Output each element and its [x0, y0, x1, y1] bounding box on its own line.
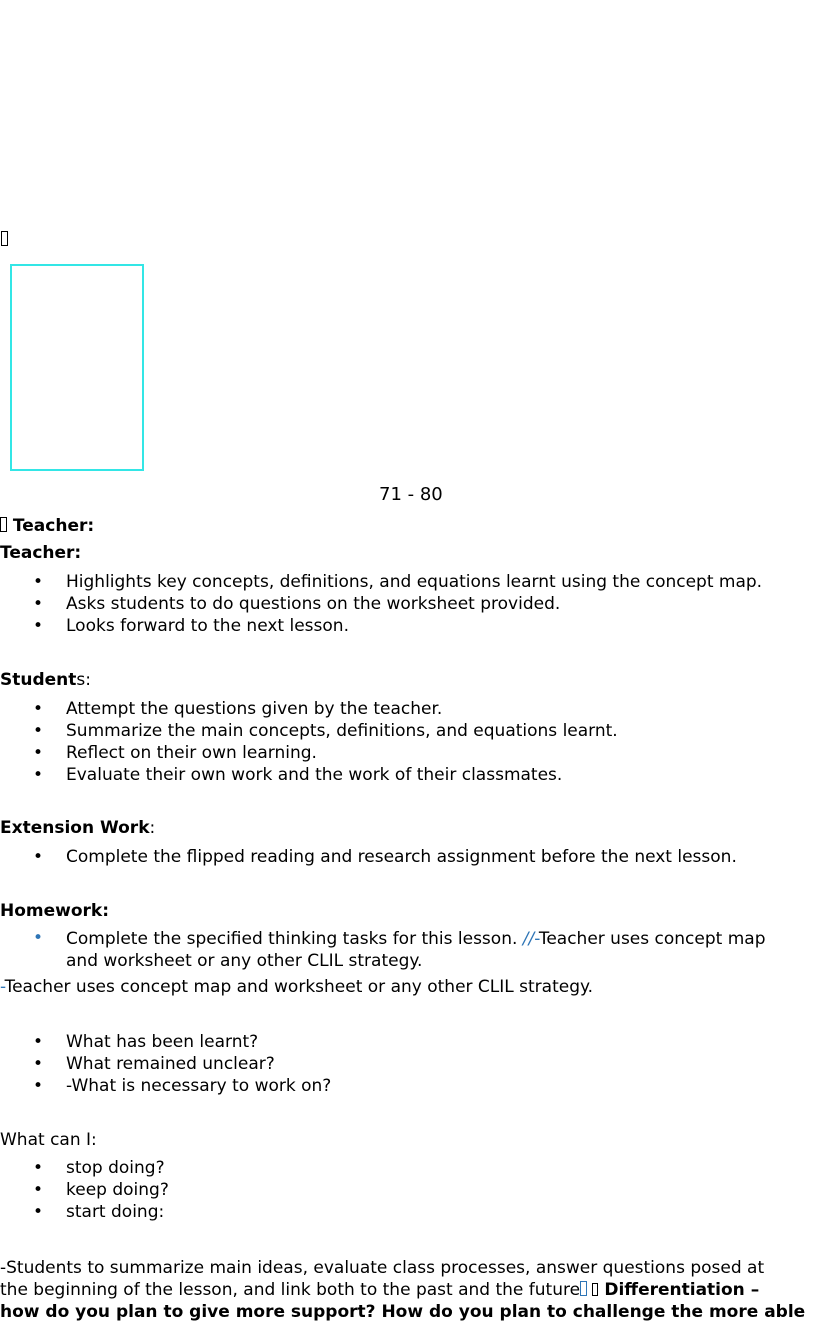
clil-dash: - [0, 977, 5, 997]
summary-line-1: -Students to summarize main ideas, evaluate class processes, answer questions posed at [0, 1258, 765, 1278]
bullet-icon: • [33, 928, 44, 948]
what-can-i-list [0, 1157, 169, 1223]
summary-line-2-text: the beginning of the lesson, and link both to the past and the future [0, 1280, 581, 1300]
bullet-icon: • [33, 572, 44, 592]
list-item-text: Summarize the main concepts, definitions, and equations learnt. [66, 721, 618, 741]
students-heading-rest: s: [76, 670, 91, 690]
list-item [0, 742, 618, 764]
bullet-icon: • [33, 847, 44, 867]
list-item-text: Looks forward to the next lesson. [66, 616, 349, 636]
list-item [0, 1075, 331, 1097]
bullet-icon: • [33, 1054, 44, 1074]
bullet-icon: • [33, 743, 44, 763]
summary-line-2 [0, 1279, 759, 1301]
missing-glyph-icon [0, 517, 7, 532]
homework-text-a: Complete the specified thinking tasks for this lesson. [66, 929, 523, 949]
bullet-icon: • [33, 1202, 44, 1222]
bullet-icon: • [33, 1180, 44, 1200]
image-frame [10, 264, 144, 471]
list-item-text: Complete the flipped reading and research assignment before the next lesson. [66, 847, 737, 867]
bullet-icon: • [33, 1032, 44, 1052]
bullet-icon: • [33, 616, 44, 636]
list-item [0, 593, 762, 615]
summary-line-3: how do you plan to give more support? How do you plan to challenge the more able [0, 1302, 806, 1322]
list-item-text: stop doing? [66, 1158, 165, 1178]
what-can-i-heading: What can I: [0, 1130, 97, 1150]
missing-glyph-icon [580, 1281, 587, 1296]
list-item-text: Reflect on their own learning. [66, 743, 317, 763]
homework-line-2: and worksheet or any other CLIL strategy. [66, 951, 423, 971]
homework-line-1 [66, 928, 765, 950]
list-item [0, 1157, 169, 1179]
page-range: 71 - 80 [379, 484, 443, 505]
extension-heading-rest: : [149, 818, 156, 838]
homework-heading: Homework: [0, 901, 110, 921]
extension-heading [0, 818, 155, 838]
list-item [0, 698, 618, 720]
homework-dash: - [534, 929, 539, 949]
extension-heading-bold: Extension Work [0, 818, 150, 838]
list-item-text: Attempt the questions given by the teacher. [66, 699, 443, 719]
missing-glyph-icon [1, 231, 8, 246]
students-heading [0, 670, 91, 690]
teacher-heading-1 [0, 516, 94, 536]
bullet-icon: • [33, 1076, 44, 1096]
list-item [0, 1201, 169, 1223]
list-item [0, 571, 762, 593]
teacher-list [0, 571, 762, 637]
list-item [0, 615, 762, 637]
list-item-text: Highlights key concepts, definitions, and equations learnt using the concept map. [66, 572, 763, 592]
list-item-text: Evaluate their own work and the work of their classmates. [66, 765, 563, 785]
bullet-icon: • [33, 1158, 44, 1178]
bullet-icon: • [33, 765, 44, 785]
clil-text: Teacher uses concept map and worksheet or any other CLIL strategy. [4, 977, 594, 997]
bullet-icon: • [33, 594, 44, 614]
homework-item-text [66, 928, 765, 972]
list-item-text: Asks students to do questions on the worksheet provided. [66, 594, 561, 614]
list-item-text: start doing: [66, 1202, 165, 1222]
list-item [0, 1053, 331, 1075]
bullet-icon: • [33, 699, 44, 719]
reflection-list [0, 1031, 331, 1097]
teacher-clil-line [0, 977, 593, 997]
list-item-text: What remained unclear? [66, 1054, 275, 1074]
homework-text-b: Teacher uses concept map [538, 929, 766, 949]
list-item-text: -What is necessary to work on? [66, 1076, 332, 1096]
bullet-icon: • [33, 721, 44, 741]
extension-list [0, 846, 737, 868]
list-item [0, 846, 737, 868]
list-item [0, 1179, 169, 1201]
students-list [0, 698, 618, 786]
list-item [0, 720, 618, 742]
teacher-heading-2: Teacher: [0, 543, 82, 563]
differentiation-label: Differentiation – [598, 1280, 760, 1300]
homework-slash: // [522, 929, 535, 949]
students-heading-bold: Student [0, 670, 77, 690]
list-item-text: What has been learnt? [66, 1032, 259, 1052]
list-item [0, 1031, 331, 1053]
list-item [0, 764, 618, 786]
list-item-text: keep doing? [66, 1180, 169, 1200]
teacher-heading-1-text: Teacher: [12, 516, 95, 536]
